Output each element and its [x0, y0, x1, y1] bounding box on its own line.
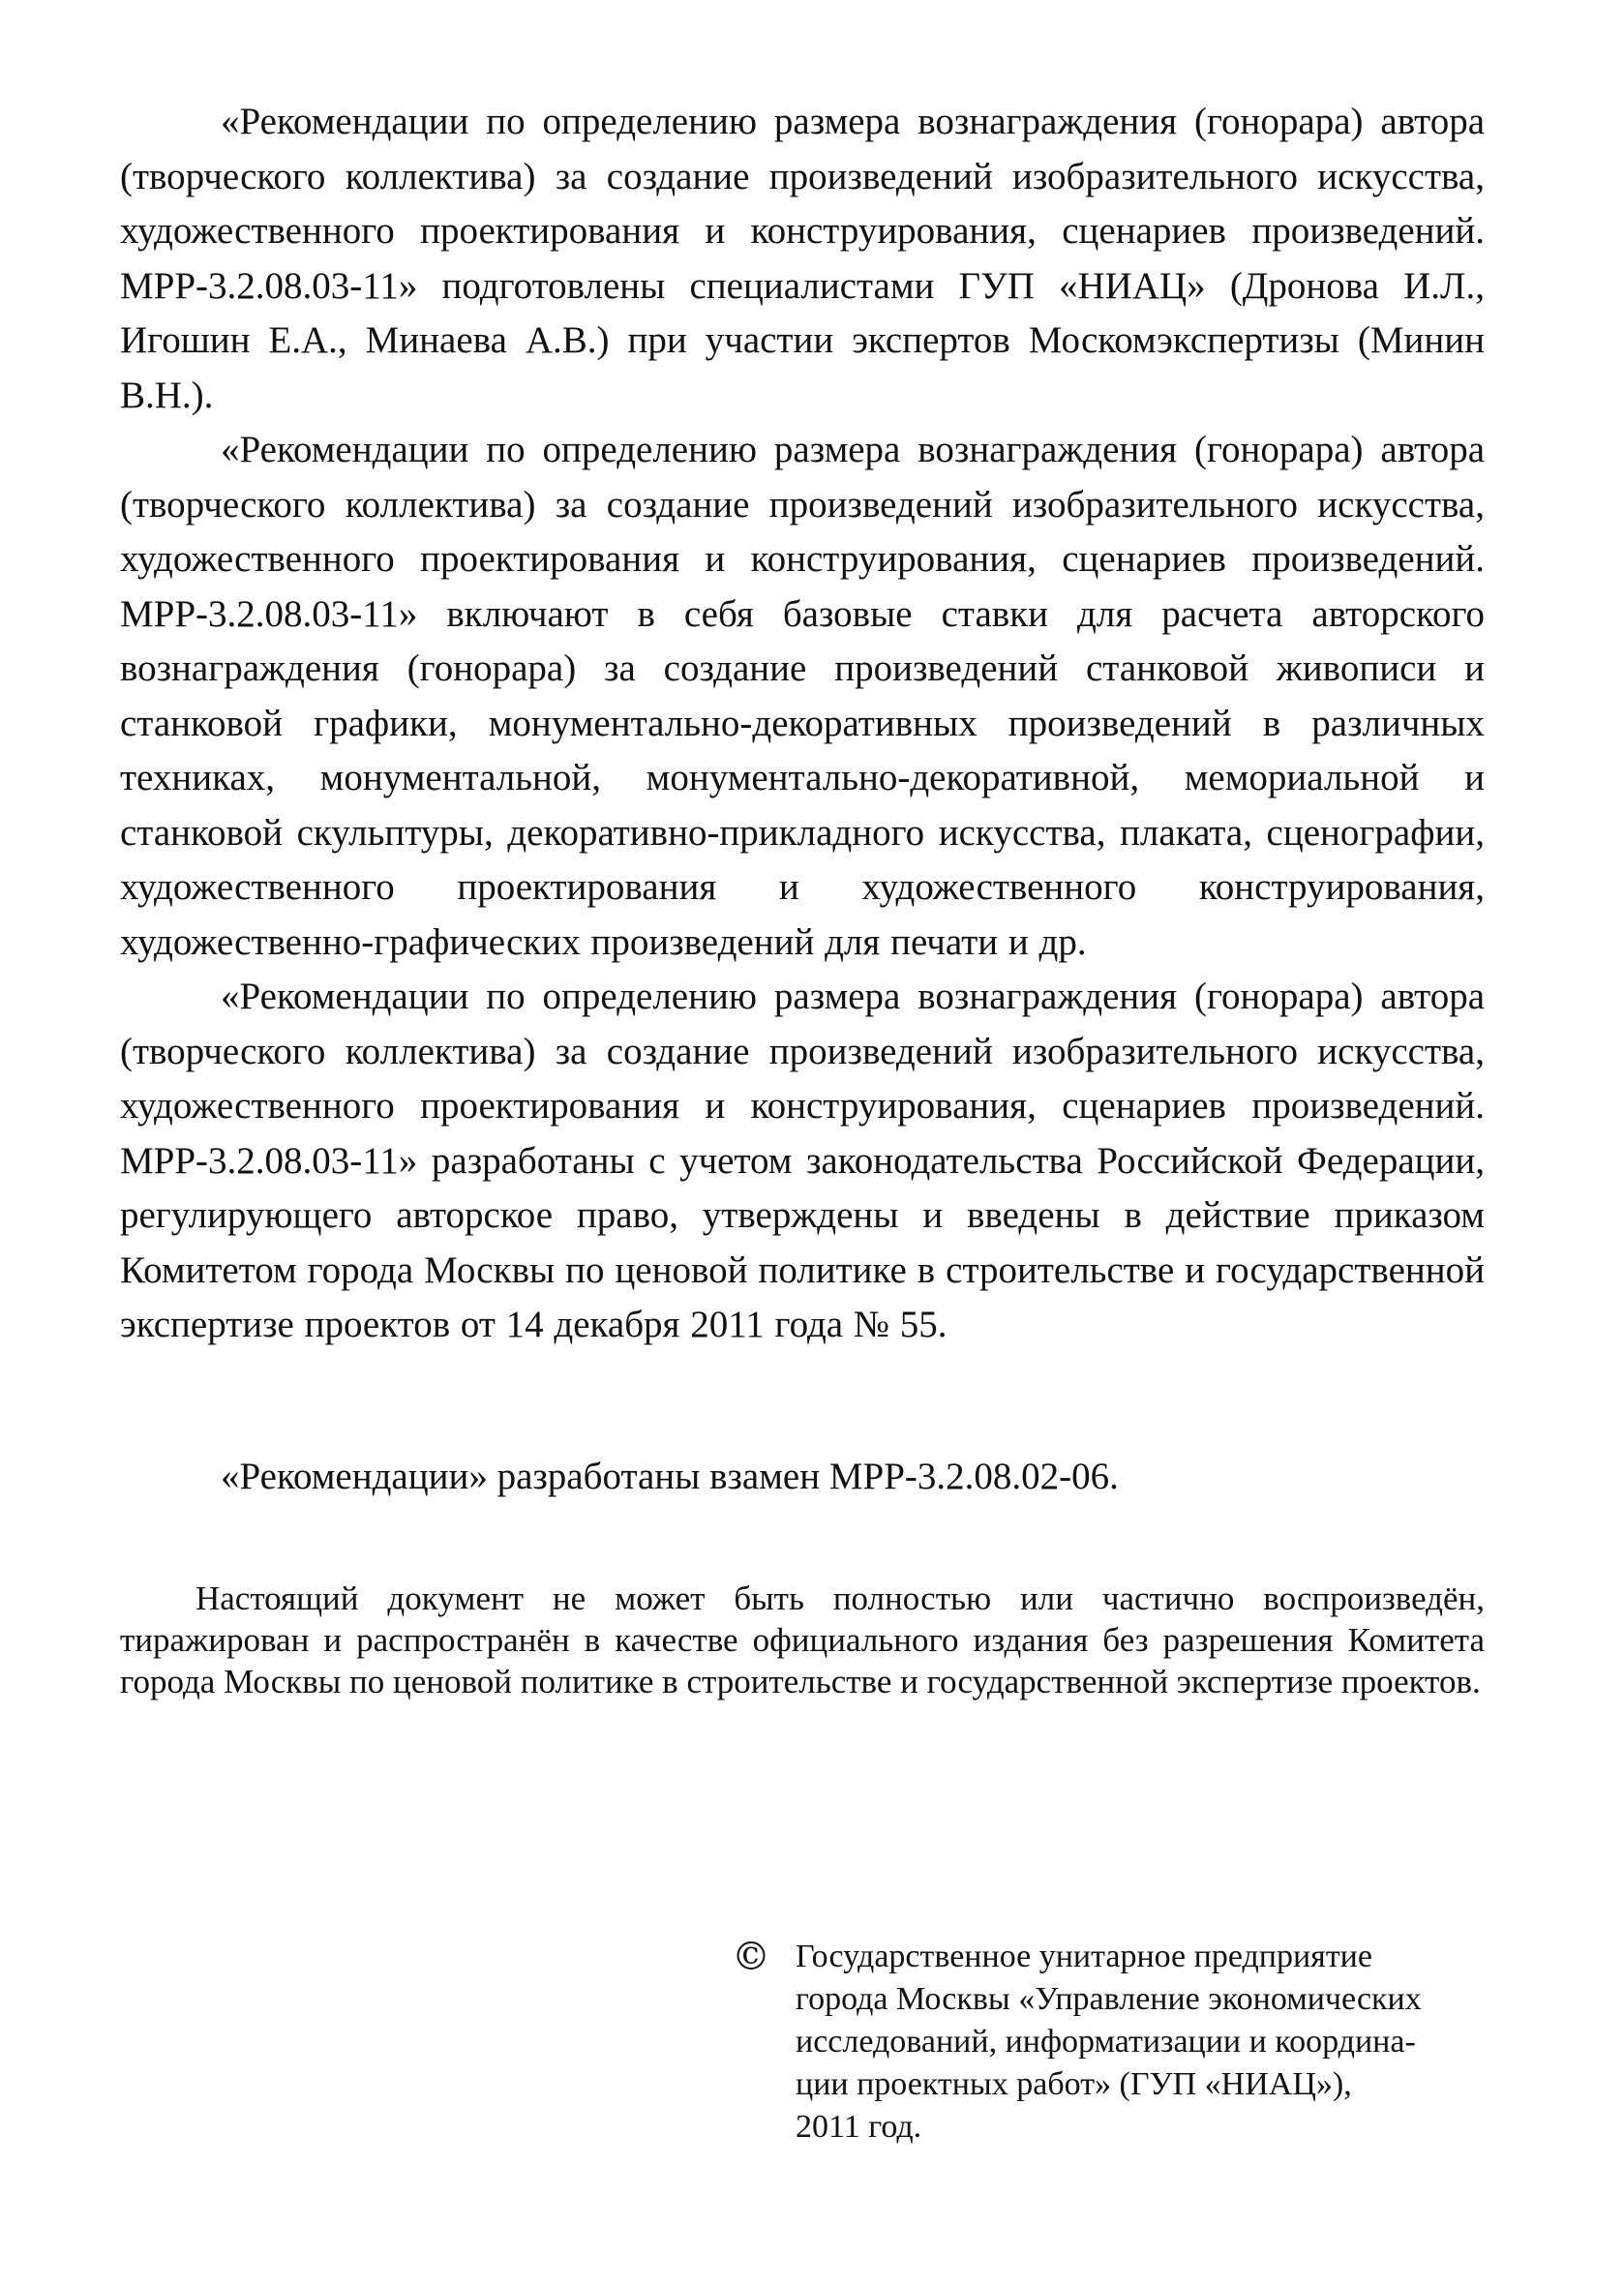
copyright-text — [796, 1936, 1487, 2149]
copyright-line: Государственное унитарное предприятие — [796, 1939, 1372, 1974]
replacement-note: «Рекомендации» разработаны взамен МРР-3.2.08.02-06. — [221, 1456, 1119, 1497]
reproduction-notice: Настоящий документ не может быть полностью или частично воспроизведён, тиражирован и распространён в качестве официального издания без разрешения Комитета города Москвы по ценовой политике в строительстве и государственной экспертизе проектов. — [120, 1579, 1485, 1700]
copyright-icon: © — [732, 1935, 770, 1979]
copyright-line: 2011 год. — [796, 2109, 922, 2145]
paragraph-contents: «Рекомендации по определению размера вознаграждения (гонорара) автора (творческого коллектива) за создание произведений изобразительного искусства, художественного проектирования и конструирования, сценариев произведений. МРР-3.2.08.03-11» включают в себя базовые ставки для расчета авторского вознаграждения (гонорара) за создание произведений станковой живописи и станковой графики, монументально-декоративных произведений в различных техниках, монументальной, монументально-декоративной, мемориальной и станковой скульптуры, декоративно-прикладного искусства, плаката, сценографии, художественного проектирования и художественного конструирования, художественно-графических произведений для печати и др. — [120, 429, 1485, 963]
copyright-line: исследований, информатизации и координа- — [796, 2024, 1416, 2060]
copyright-line: ции проектных работ» (ГУП «НИАЦ»), — [796, 2066, 1352, 2102]
document-body — [120, 95, 1485, 1353]
paragraph-authors: «Рекомендации по определению размера вознаграждения (гонорара) автора (творческого коллектива) за создание произведений изобразительного искусства, художественного проектирования и конструирования, сценариев произведений. МРР-3.2.08.03-11» подготовлены специалистами ГУП «НИАЦ» (Дронова И.Л., Игошин Е.А., Минаева А.В.) при участии экспертов Москомэкспертизы (Минин В.Н.). — [120, 101, 1485, 416]
copyright-line: города Москвы «Управление экономических — [796, 1981, 1422, 2017]
paragraph-approval: «Рекомендации по определению размера вознаграждения (гонорара) автора (творческого коллектива) за создание произведений изобразительного искусства, художественного проектирования и конструирования, сценариев произведений. МРР-3.2.08.03-11» разработаны с учетом законодательства Российской Федерации, регулирующего авторское право, утверждены и введены в действие приказом Комитетом города Москвы по ценовой политике в строительстве и государственной экспертизе проектов от 14 декабря 2011 года № 55. — [120, 976, 1485, 1345]
copyright-block — [732, 1936, 1487, 2149]
